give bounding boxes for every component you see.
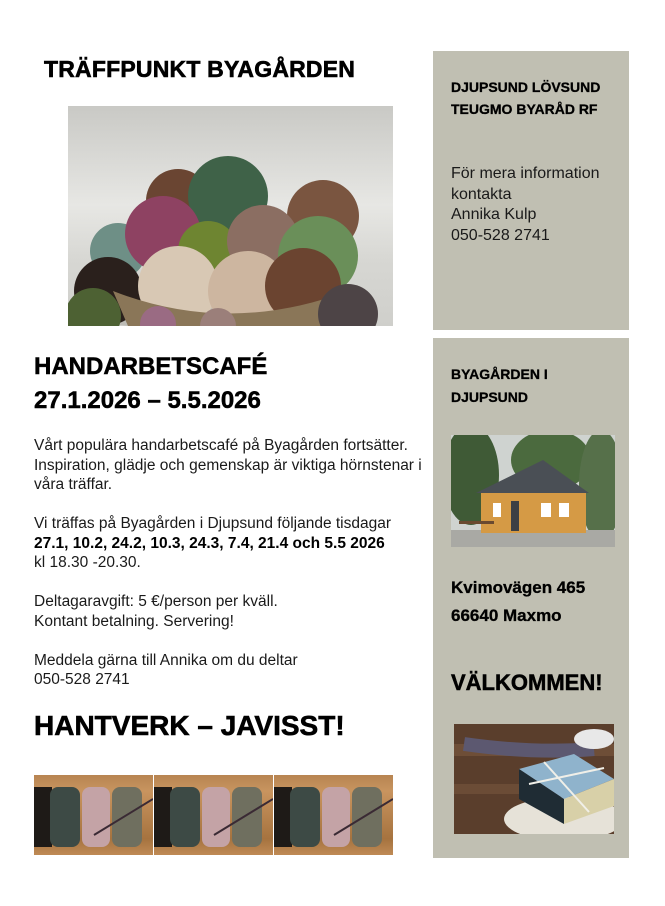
crafts-heading: HANTVERK – JAVISST! [34,710,345,741]
event-date-range: 27.1.2026 – 5.5.2026 [34,387,261,414]
event-heading [34,350,267,418]
schedule-time: kl 18.30 -20.30. [34,554,141,571]
schedule-dates: 27.1, 10.2, 24.2, 10.3, 24.3, 7.4, 21.4 och 5.5 2026 [34,534,385,552]
lavender-gift-image [454,724,614,834]
yarn-skeins-image [34,775,153,855]
org-line-1: DJUPSUND LÖVSUND [451,79,601,95]
event-title: HANDARBETSCAFÉ [34,353,268,380]
info-line-2: kontakta [451,185,512,203]
organization-name [451,76,600,120]
notify-paragraph [34,651,426,690]
sidebar-venue-panel [433,338,629,858]
payment-line: Kontant betalning. Servering! [34,612,234,630]
yarn-basket-image [68,106,393,326]
notify-line: Meddela gärna till Annika om du deltar [34,651,298,669]
notify-phone: 050-528 2741 [34,671,130,688]
yarn-skeins-image [154,775,273,855]
event-description [34,436,426,709]
venue-building-image [451,435,615,547]
welcome-text: VÄLKOMMEN! [451,670,603,695]
schedule-paragraph [34,514,426,573]
contact-info [451,164,600,246]
postal-address: 66640 Maxmo [451,606,562,625]
info-line-1: För mera information [451,165,600,182]
venue-line-1: BYAGÅRDEN I [451,366,548,382]
venue-line-2: DJUPSUND [451,389,529,405]
intro-paragraph: Vårt populära handarbetscafé på Byagården fortsätter. Inspiration, glädje och gemenskap är viktiga hörnstenar i våra träffar. [34,437,422,493]
yarn-skeins-image [274,775,393,855]
venue-address [451,574,585,630]
yarn-skeins-strip [34,775,393,855]
venue-name [451,363,548,409]
contact-name: Annika Kulp [451,206,537,223]
fee-paragraph [34,592,426,631]
schedule-intro: Vi träffas på Byagården i Djupsund följande tisdagar [34,515,392,532]
org-line-2: TEUGMO BYARÅD RF [451,101,598,117]
sidebar-contact-panel [433,51,629,330]
page-title: TRÄFFPUNKT BYAGÅRDEN [44,56,356,82]
fee-line: Deltagaravgift: 5 €/person per kväll. [34,593,278,610]
contact-phone: 050-528 2741 [451,226,550,244]
street-address: Kvimovägen 465 [451,578,586,597]
